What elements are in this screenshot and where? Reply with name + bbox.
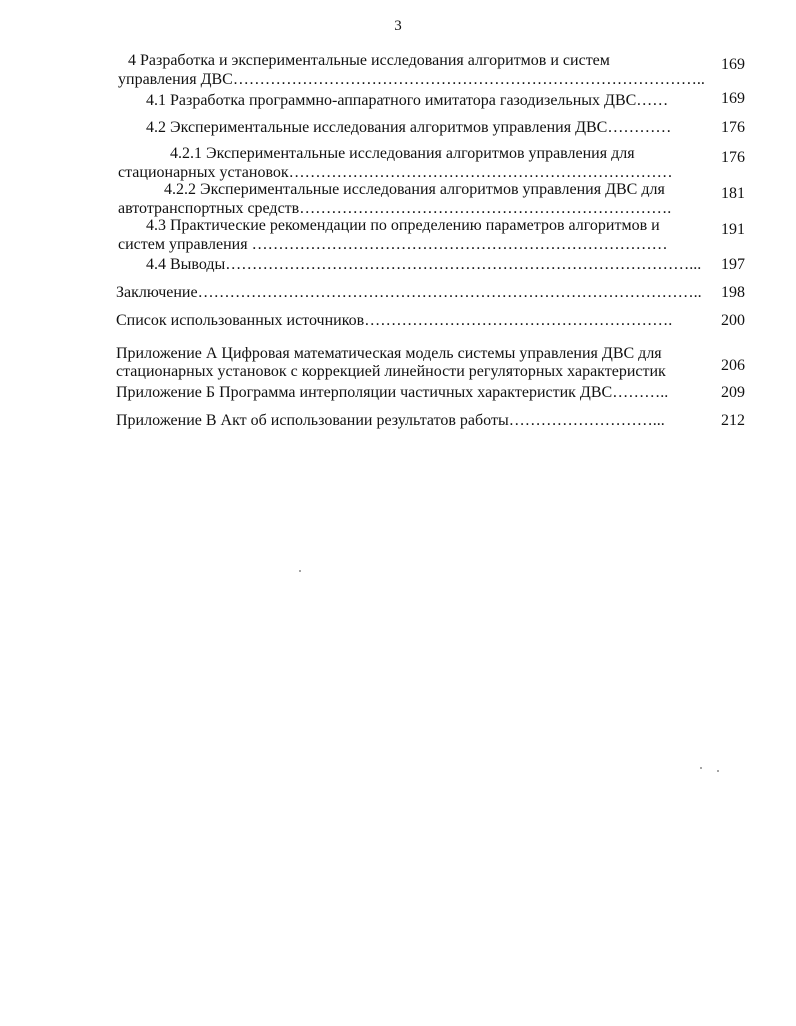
scan-speck (700, 767, 702, 769)
toc-entry-appendix-v (118, 412, 745, 432)
toc-entry-page: 181 (721, 185, 745, 202)
toc-entry-page: 209 (721, 384, 745, 401)
toc-entry-title: 4.2.2 Экспериментальные исследования алгоритмов управления ДВС для (164, 181, 665, 198)
toc-entry-title: Список использованных источников…………………………………………………. (116, 312, 673, 329)
toc-entry-4-2-2 (118, 181, 745, 219)
toc-entry-references (118, 312, 745, 332)
page-number: 3 (394, 18, 402, 34)
toc-entry-title: Приложение А Цифровая математическая модель системы управления ДВС для (116, 345, 662, 362)
toc-entry-4-1 (118, 92, 745, 112)
toc-entry-page: 206 (721, 357, 745, 374)
toc-entry-page: 176 (721, 149, 745, 166)
toc-entry-4-4 (118, 256, 745, 276)
toc-entry-title: 4.2.1 Экспериментальные исследования алгоритмов управления для (170, 145, 635, 162)
toc-entry-title: 4.2 Экспериментальные исследования алгоритмов управления ДВС………… (146, 119, 672, 136)
toc-entry-4-2-1 (118, 145, 745, 183)
toc-entry-title: Приложение Б Программа интерполяции частичных характеристик ДВС……….. (116, 384, 669, 401)
toc-entry-appendix-b (118, 384, 745, 404)
toc-entry-page: 200 (721, 312, 745, 329)
toc-entry-title: 4 Разработка и экспериментальные исследования алгоритмов и систем (128, 52, 610, 69)
scan-speck (717, 770, 719, 772)
toc-entry-title: 4.4 Выводы……………………………………………………………………………... (146, 256, 702, 273)
scan-speck (299, 570, 301, 572)
toc-entry-title-continued: стационарных установок……………………………………………………………… (118, 164, 673, 181)
toc-entry-title: 4.3 Практические рекомендации по определению параметров алгоритмов и (146, 217, 660, 234)
toc-entry-title: Заключение………………………………………………………………………………….. (116, 284, 702, 301)
toc-entry-4 (118, 52, 745, 90)
toc-entry-page: 169 (721, 90, 745, 107)
toc-entry-page: 169 (721, 56, 745, 73)
toc-entry-page: 197 (721, 256, 745, 273)
toc-entry-page: 198 (721, 284, 745, 301)
toc-entry-title-continued: стационарных установок с коррекцией линейности регуляторных характеристик (116, 363, 666, 380)
toc-entry-title: Приложение В Акт об использовании результатов работы………………………... (116, 412, 665, 429)
toc-entry-page: 212 (721, 412, 745, 429)
toc-entry-page: 191 (721, 221, 745, 238)
toc-entry-appendix-a (118, 345, 745, 383)
toc-entry-4-2 (118, 119, 745, 139)
toc-entry-conclusion (118, 284, 745, 304)
toc-entry-4-3 (118, 217, 745, 255)
toc-entry-page: 176 (721, 119, 745, 136)
toc-entry-title-continued: управления ДВС…………………………………………………………………………….. (118, 71, 705, 88)
toc-entry-title-continued: автотранспортных средств……………………………………………………………. (118, 200, 672, 217)
toc-entry-title: 4.1 Разработка программно-аппаратного имитатора газодизельных ДВС…… (146, 92, 669, 109)
toc-entry-title-continued: систем управления …………………………………………………………………… (118, 236, 668, 253)
